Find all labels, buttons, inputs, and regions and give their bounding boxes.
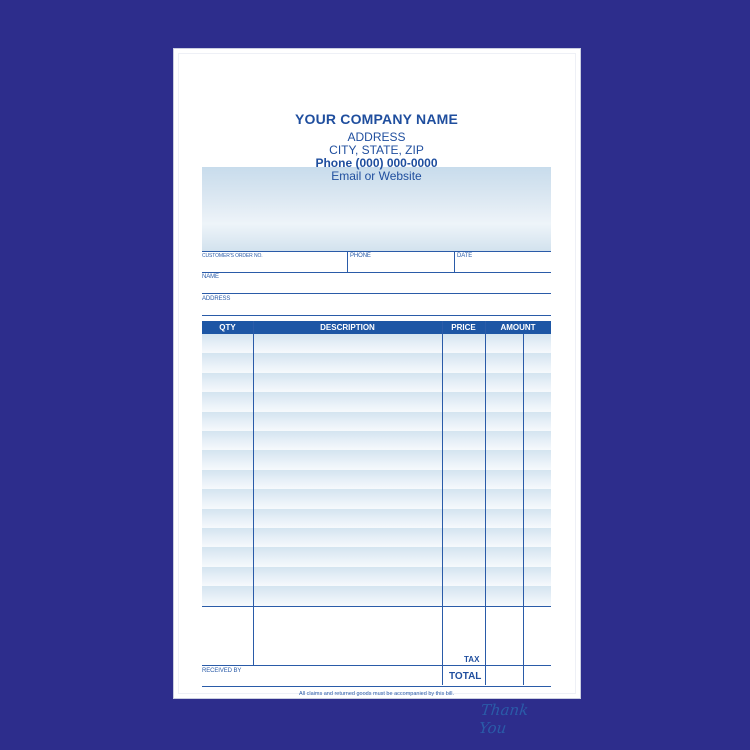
divider bbox=[347, 251, 348, 272]
date-label: DATE bbox=[457, 253, 473, 259]
divider bbox=[253, 321, 254, 665]
item-row bbox=[202, 373, 551, 392]
item-row bbox=[202, 392, 551, 411]
item-row-line bbox=[202, 606, 551, 607]
item-row bbox=[202, 547, 551, 566]
customers-order-label: CUSTOMER'S ORDER NO. bbox=[202, 253, 263, 259]
divider bbox=[523, 334, 524, 685]
divider bbox=[202, 272, 551, 273]
item-row bbox=[202, 509, 551, 528]
divider bbox=[202, 686, 551, 687]
amount-header: AMOUNT bbox=[500, 323, 536, 332]
divider bbox=[202, 251, 551, 252]
item-row bbox=[202, 431, 551, 450]
item-row bbox=[202, 470, 551, 489]
company-city-state-zip: CITY, STATE, ZIP bbox=[329, 143, 424, 157]
tax-label: TAX bbox=[464, 655, 480, 664]
qty-header: QTY bbox=[219, 323, 236, 332]
divider bbox=[454, 251, 455, 272]
company-name: YOUR COMPANY NAME bbox=[294, 111, 459, 127]
item-row bbox=[202, 567, 551, 586]
company-phone: Phone (000) 000-0000 bbox=[315, 156, 438, 170]
item-row bbox=[202, 334, 551, 353]
item-row bbox=[202, 450, 551, 469]
items-table-header bbox=[202, 321, 551, 334]
divider bbox=[202, 315, 551, 316]
footer-note: All claims and returned goods must be accompanied by this bill. bbox=[299, 691, 454, 697]
item-row bbox=[202, 412, 551, 431]
phone-label: PHONE bbox=[350, 253, 371, 259]
divider bbox=[485, 321, 486, 685]
item-row bbox=[202, 586, 551, 605]
total-label: TOTAL bbox=[449, 671, 482, 682]
divider bbox=[202, 665, 551, 666]
name-label: NAME bbox=[202, 274, 219, 280]
divider bbox=[202, 293, 551, 294]
company-email: Email or Website bbox=[331, 169, 422, 183]
address-label: ADDRESS bbox=[202, 296, 231, 302]
thank-you-signature: Thank You bbox=[478, 701, 530, 737]
divider bbox=[442, 321, 443, 685]
sales-receipt-form bbox=[173, 48, 581, 737]
company-address: ADDRESS bbox=[347, 130, 406, 144]
received-by-label: RECEIVED BY bbox=[202, 668, 242, 674]
item-row bbox=[202, 528, 551, 547]
company-header bbox=[202, 104, 551, 251]
item-row bbox=[202, 489, 551, 508]
item-row bbox=[202, 353, 551, 372]
description-header: DESCRIPTION bbox=[320, 323, 375, 332]
price-header: PRICE bbox=[451, 323, 476, 332]
